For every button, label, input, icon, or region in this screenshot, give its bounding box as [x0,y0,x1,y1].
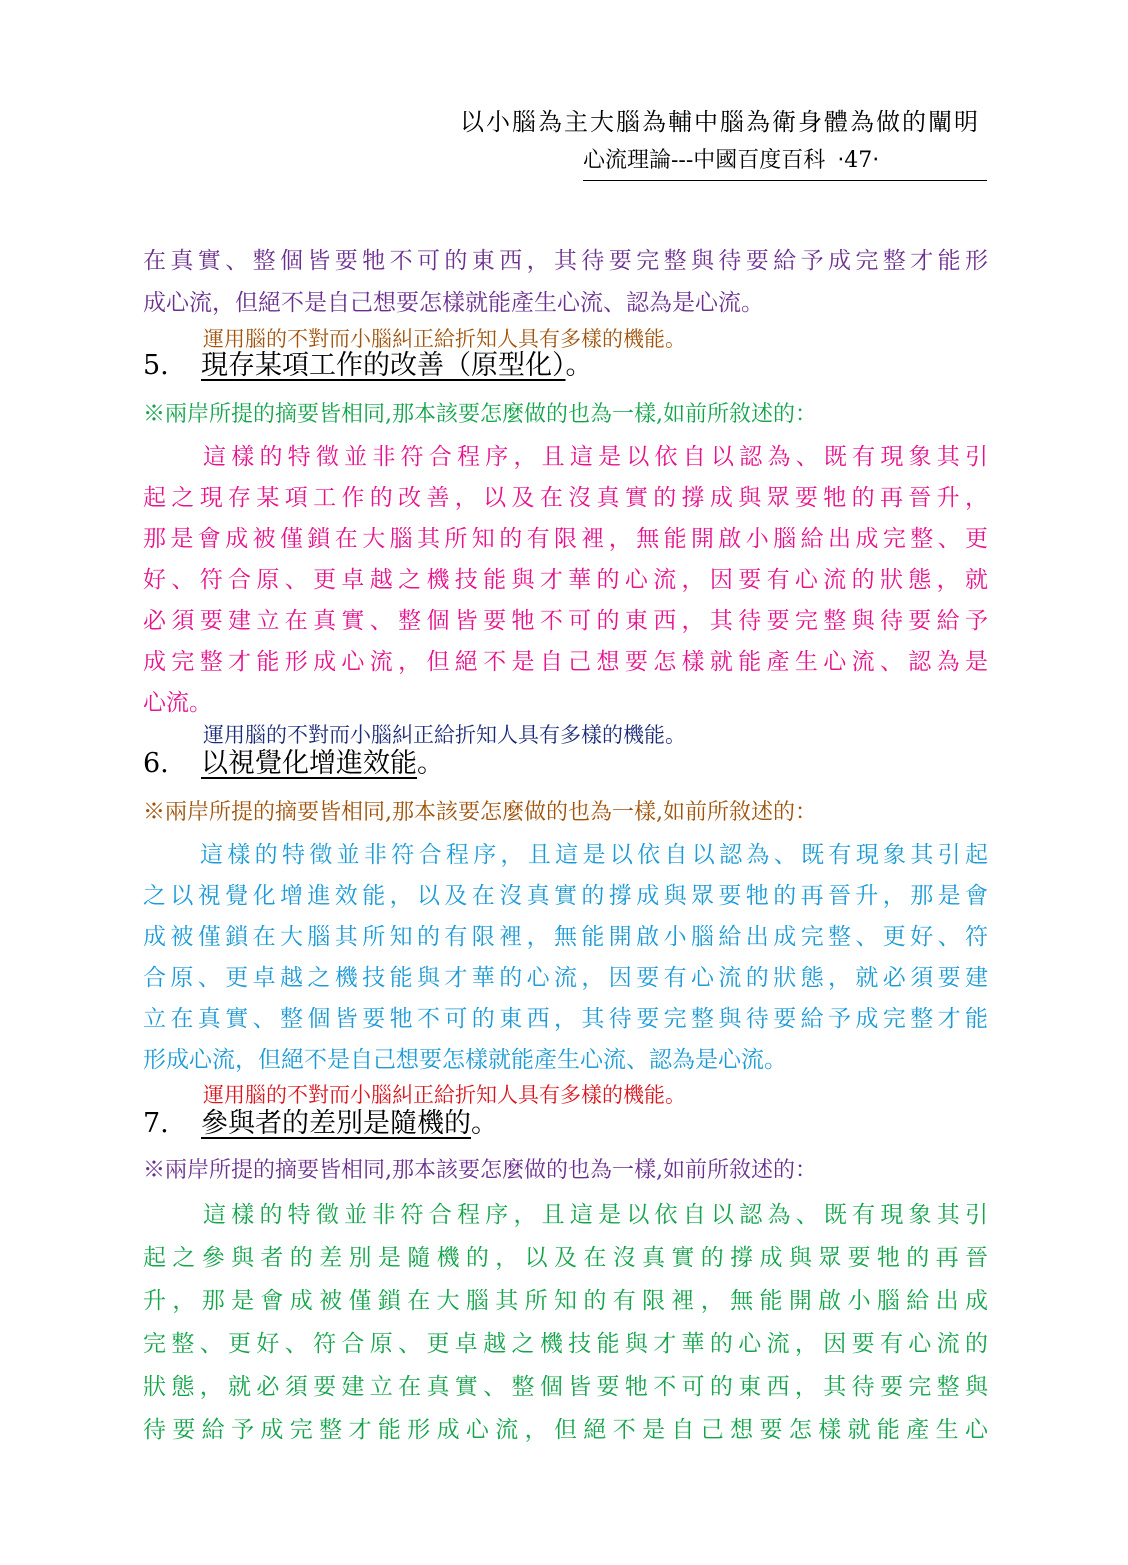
section-6-body-line: 形成心流，但絕不是自己想要怎樣就能產生心流、認為是心流。 [143,1047,787,1073]
section-5-note: 運用腦的不對而小腦糾正給折知人具有多樣的機能。 [203,327,686,351]
section-6-body-line: 之以視覺化增進效能，以及在沒真實的撐成與眾要牠的再晉升，那是會 [143,883,988,909]
intro-line-1: 在真實、整個皆要牠不可的東西，其待要完整與待要給予成完整才能形 [143,248,988,274]
section-5-number: 5. [143,350,169,381]
section-6-body-line: 立在真實、整個皆要牠不可的東西，其待要完整與待要給予成完整才能 [143,1006,988,1032]
section-7-body-line: 完整、更好、符合原、更卓越之機技能與才華的心流，因要有心流的 [143,1331,988,1357]
section-7-note: 運用腦的不對而小腦糾正給折知人具有多樣的機能。 [203,1083,686,1107]
section-6-body-line: 合原、更卓越之機技能與才華的心流，因要有心流的狀態，就必須要建 [143,965,988,991]
intro-line-2: 成心流，但絕不是自己想要怎樣就能產生心流、認為是心流。 [143,290,764,316]
section-7-heading [143,1106,498,1142]
section-5-body-line: 起之現存某項工作的改善，以及在沒真實的撐成與眾要牠的再晉升， [143,485,988,511]
section-5-intro: ※兩岸所提的摘要皆相同,那本該要怎麼做的也為一樣,如前所敘述的： [143,402,817,427]
section-5-suffix: 。 [565,350,593,381]
section-7-body-line: 狀態，就必須要建立在真實、整個皆要牠不可的東西，其待要完整與 [143,1374,988,1400]
section-5-body-line: 成完整才能形成心流，但絕不是自己想要怎樣就能產生心流、認為是 [143,649,988,675]
page-number: ‧47‧ [837,148,880,173]
section-7-number: 7. [143,1108,169,1139]
section-6-title: 以視覺化增進效能 [201,748,417,779]
section-5-title: 現存某項工作的改善（原型化） [201,350,566,381]
document-subtitle [583,142,987,181]
section-7-body-line: 升，那是會成被僅鎖在大腦其所知的有限裡，無能開啟小腦給出成 [143,1288,988,1314]
section-6-heading [143,746,444,782]
section-5-body-line: 這樣的特徵並非符合程序，且這是以依自以認為、既有現象其引 [203,444,988,470]
section-5-body-line: 那是會成被僅鎖在大腦其所知的有限裡，無能開啟小腦給出成完整、更 [143,526,988,552]
section-7-body-line: 起之參與者的差別是隨機的，以及在沒真實的撐成與眾要牠的再晉 [143,1245,988,1271]
section-5-body-line: 心流。 [143,690,212,716]
section-6-number: 6. [143,748,169,779]
section-7-body-line: 待要給予成完整才能形成心流，但絕不是自己想要怎樣就能產生心 [143,1417,988,1443]
section-6-intro: ※兩岸所提的摘要皆相同,那本該要怎麼做的也為一樣,如前所敘述的： [143,800,817,825]
section-7-intro: ※兩岸所提的摘要皆相同,那本該要怎麼做的也為一樣,如前所敘述的： [143,1158,817,1183]
section-7-body-line: 這樣的特徵並非符合程序，且這是以依自以認為、既有現象其引 [203,1202,988,1228]
section-5-body-line: 好、符合原、更卓越之機技能與才華的心流，因要有心流的狀態，就 [143,567,988,593]
document-title: 以小腦為主大腦為輔中腦為衛身體為做的闡明 [460,108,980,136]
section-7-suffix: 。 [471,1108,498,1139]
section-7-title: 參與者的差別是隨機的 [201,1108,471,1139]
section-5-body-line: 必須要建立在真實、整個皆要牠不可的東西，其待要完整與待要給予 [143,608,988,634]
section-6-body-line: 成被僅鎖在大腦其所知的有限裡，無能開啟小腦給出成完整、更好、符 [143,924,988,950]
section-5-heading [143,348,593,384]
section-6-suffix: 。 [417,748,444,779]
section-6-note: 運用腦的不對而小腦糾正給折知人具有多樣的機能。 [203,723,686,747]
section-6-body-line: 這樣的特徵並非符合程序，且這是以依自以認為、既有現象其引起 [200,842,988,868]
subtitle-text: 心流理論---中國百度百科 [583,148,826,173]
